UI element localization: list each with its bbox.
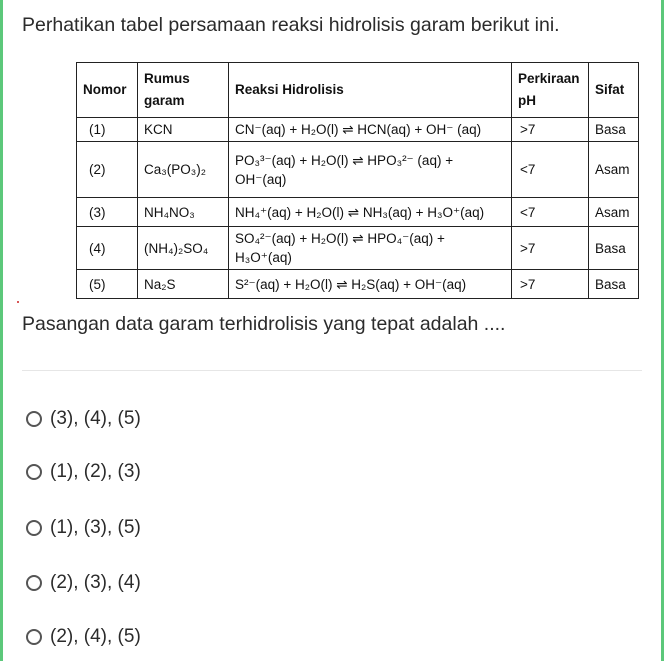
cell-rumus: NH₄NO₃ [138,198,229,227]
cell-sifat: Basa [589,118,639,142]
answer-option-b[interactable] [26,459,141,485]
cell-reaksi [229,142,512,198]
cell-ph: >7 [512,118,589,142]
cell-ph: >7 [512,270,589,299]
cell-nomor: (4) [77,227,138,270]
table-header-row [77,63,639,118]
answer-option-e[interactable] [26,624,141,650]
header-ph-line1: Perkiraan [518,71,580,86]
header-ph-line2: pH [518,93,536,108]
cell-ph: <7 [512,142,589,198]
radio-circle-icon[interactable] [26,411,42,427]
cell-reaksi-line1: PO₃³⁻(aq) + H₂O(l) ⇌ HPO₃²⁻ (aq) + [235,152,454,168]
cell-sifat: Basa [589,270,639,299]
header-nomor: Nomor [77,63,138,118]
radio-circle-icon[interactable] [26,575,42,591]
cell-reaksi-line2: OH⁻(aq) [235,171,287,187]
cell-rumus: Ca₃(PO₃)₂ [138,142,229,198]
stray-mark [17,301,19,303]
question-intro: Perhatikan tabel persamaan reaksi hidrolisis garam berikut ini. [22,14,560,36]
cell-rumus: KCN [138,118,229,142]
header-sifat: Sifat [589,63,639,118]
radio-circle-icon[interactable] [26,464,42,480]
cell-reaksi: CN⁻(aq) + H₂O(l) ⇌ HCN(aq) + OH⁻ (aq) [229,118,512,142]
table-row [77,118,639,142]
cell-sifat: Basa [589,227,639,270]
hydrolysis-table [76,62,639,299]
radio-circle-icon[interactable] [26,629,42,645]
header-rumus-garam [138,63,229,118]
table-row [77,270,639,299]
header-perkiraan-ph [512,63,589,118]
cell-rumus: (NH₄)₂SO₄ [138,227,229,270]
cell-sifat: Asam [589,198,639,227]
cell-nomor: (3) [77,198,138,227]
option-label[interactable]: (1), (3), (5) [50,517,141,538]
cell-nomor: (5) [77,270,138,299]
cell-ph: >7 [512,227,589,270]
header-reaksi: Reaksi Hidrolisis [229,63,512,118]
divider [22,370,642,371]
cell-nomor: (1) [77,118,138,142]
radio-circle-icon[interactable] [26,520,42,536]
cell-reaksi: NH₄⁺(aq) + H₂O(l) ⇌ NH₃(aq) + H₃O⁺(aq) [229,198,512,227]
cell-ph: <7 [512,198,589,227]
answer-option-c[interactable] [26,515,141,541]
option-label[interactable]: (2), (3), (4) [50,572,141,593]
option-label[interactable]: (2), (4), (5) [50,626,141,647]
header-rumus-line1: Rumus [144,71,190,86]
cell-nomor: (2) [77,142,138,198]
answer-option-a[interactable] [26,406,141,432]
option-label[interactable]: (3), (4), (5) [50,408,141,429]
table-row [77,227,639,270]
header-rumus-line2: garam [144,93,185,108]
cell-rumus: Na₂S [138,270,229,299]
option-label[interactable]: (1), (2), (3) [50,461,141,482]
cell-sifat: Asam [589,142,639,198]
table-row [77,142,639,198]
table-row [77,198,639,227]
answer-option-d[interactable] [26,570,141,596]
cell-reaksi: S²⁻(aq) + H₂O(l) ⇌ H₂S(aq) + OH⁻(aq) [229,270,512,299]
cell-reaksi: SO₄²⁻(aq) + H₂O(l) ⇌ HPO₄⁻(aq) + H₃O⁺(aq) [229,227,512,270]
question-prompt: Pasangan data garam terhidrolisis yang tepat adalah .... [22,313,506,335]
